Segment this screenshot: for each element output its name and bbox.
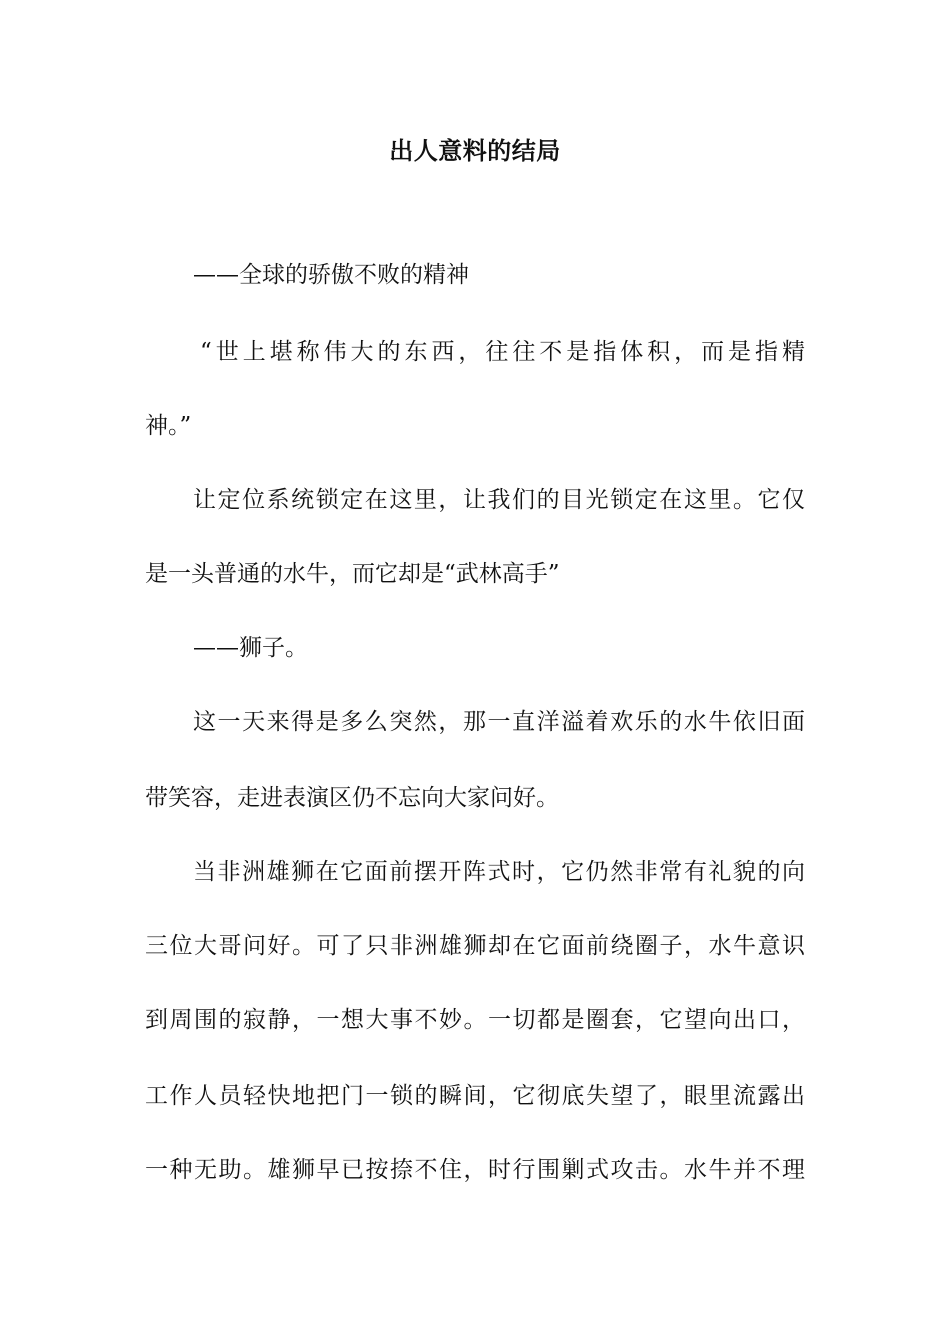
paragraph-line: 当非洲雄狮在它面前摆开阵式时，它仍然非常有礼貌的向 — [193, 859, 805, 885]
subtitle-line: ——全球的骄傲不败的精神 — [193, 262, 469, 288]
paragraph-line: 工作人员轻快地把门一锁的瞬间，它彻底失望了，眼里流露出 — [145, 1083, 805, 1109]
paragraph-line: 是一头普通的水牛，而它却是“武林高手” — [145, 561, 560, 587]
paragraph-line: “世上堪称伟大的东西，往往不是指体积，而是指精 — [200, 339, 805, 365]
paragraph-line: 这一天来得是多么突然，那一直洋溢着欢乐的水牛依旧面 — [193, 709, 805, 735]
paragraph-line: 到周围的寂静，一想大事不妙。一切都是圈套，它望向出口， — [145, 1007, 805, 1033]
document-title: 出人意料的结局 — [389, 136, 561, 165]
paragraph-line: ——狮子。 — [193, 635, 308, 661]
paragraph-line: 一种无助。雄狮早已按捺不住，时行围剿式攻击。水牛并不理 — [145, 1157, 805, 1183]
paragraph-line: 神。” — [145, 413, 192, 439]
paragraph-line: 三位大哥问好。可了只非洲雄狮却在它面前绕圈子，水牛意识 — [145, 933, 805, 959]
paragraph-line: 让定位系统锁定在这里，让我们的目光锁定在这里。它仅 — [193, 487, 805, 513]
paragraph-line: 带笑容，走进表演区仍不忘向大家问好。 — [145, 785, 559, 811]
